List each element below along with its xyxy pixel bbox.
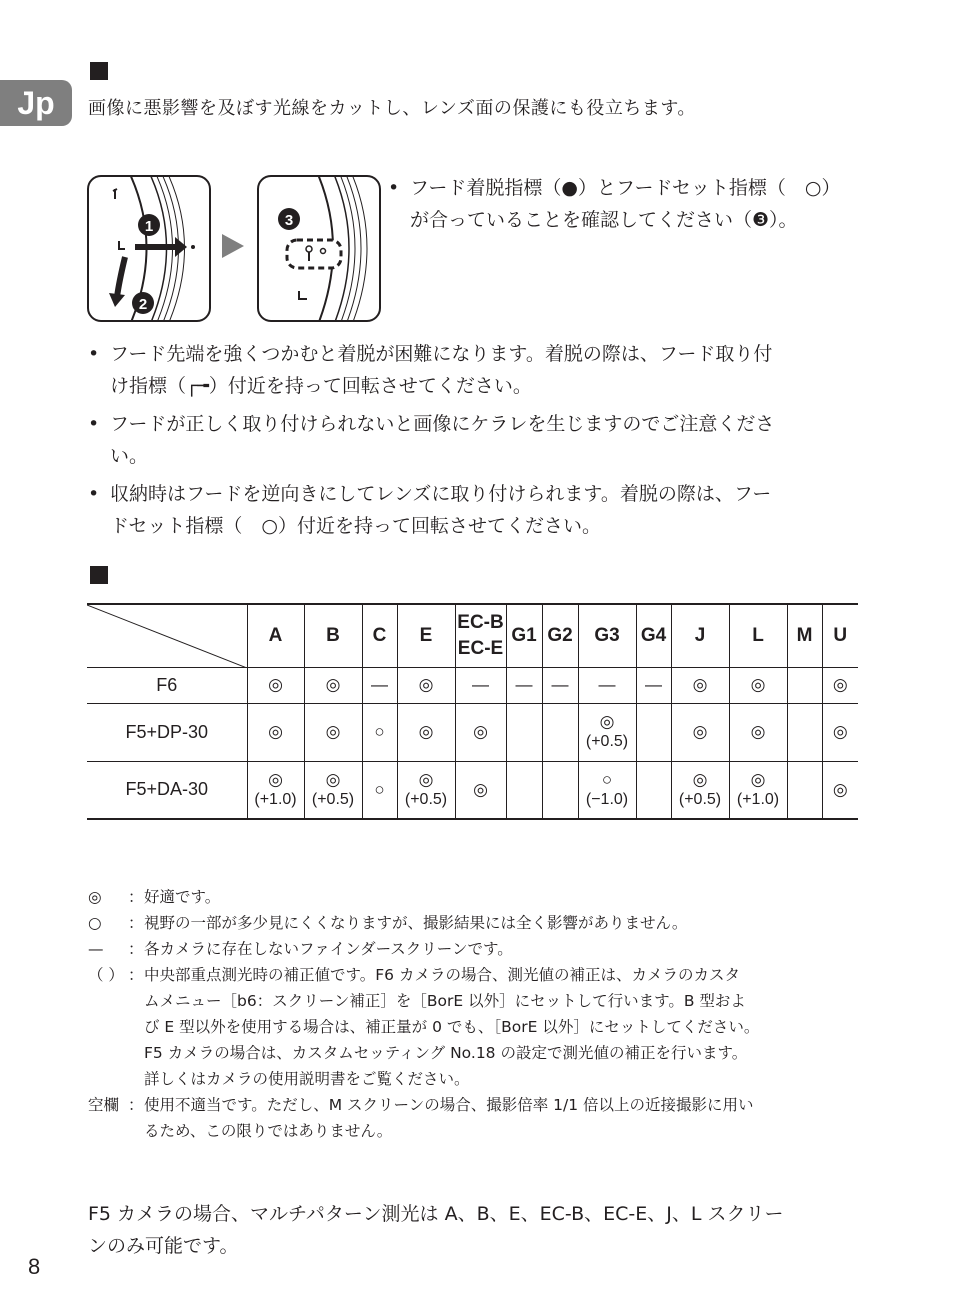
bullet-list: [88, 338, 868, 548]
table-cell: ◎ (+0.5): [578, 703, 636, 761]
legend-text: 好適です。: [144, 888, 221, 906]
legend-key: —: [88, 940, 104, 958]
corner-diagonal: [87, 605, 247, 668]
legend-notes: [88, 884, 868, 1144]
table-row: [87, 667, 858, 703]
column-header-line: EC-E: [457, 637, 504, 659]
legend-text: 中央部重点測光時の補正値です。F6 カメラの場合、測光値の補正は、カメラのカスタ: [144, 966, 740, 984]
column-header: M: [787, 604, 822, 667]
table-cell: ◎: [397, 667, 455, 703]
table-cell: —: [542, 667, 578, 703]
table-cell: ◎: [304, 703, 362, 761]
bullet-mark: •: [88, 413, 100, 435]
table-cell: [787, 761, 822, 819]
table-cell: ◎: [822, 761, 858, 819]
bullet-text-line2: け指標（┌╼）付近を持って回転させてください。: [110, 375, 532, 397]
legend-text: ムメニュー［b6：スクリーン補正］を［BorE 以外］にセットして行います。B 型およ: [144, 992, 746, 1010]
table-cell: ◎: [304, 667, 362, 703]
language-tab: Jp: [0, 80, 72, 126]
column-header: L: [729, 604, 787, 667]
table-cell: ◎: [397, 703, 455, 761]
column-header: C: [362, 604, 397, 667]
legend-sep: ：: [128, 940, 144, 958]
page-number: 8: [28, 1254, 41, 1279]
table-cell: ◎: [729, 667, 787, 703]
table-cell: [636, 703, 671, 761]
table-cell: ○: [362, 703, 397, 761]
closing-line1: F5 カメラの場合、マルチパターン測光は A、B、E、EC-B、EC-E、J、L スクリー: [88, 1203, 784, 1225]
step2-label: 2: [138, 296, 148, 313]
table-cell: —: [578, 667, 636, 703]
table-cell: —: [636, 667, 671, 703]
closing-line2: ンのみ可能です。: [88, 1235, 239, 1257]
column-header: A: [247, 604, 304, 667]
legend-sep: ：: [128, 1096, 144, 1114]
column-header: G2: [542, 604, 578, 667]
bullet-mark: •: [88, 343, 100, 365]
table-cell: ◎: [455, 761, 506, 819]
table-cell: [542, 761, 578, 819]
legend-text: 視野の一部が多少見にくくなりますが、撮影結果には全く影響がありません。: [144, 914, 688, 932]
legend-row: [88, 910, 868, 936]
legend-sep: ：: [128, 966, 144, 984]
table-cell: [636, 761, 671, 819]
column-header: U: [822, 604, 858, 667]
column-header: [455, 604, 506, 667]
table-cell: [787, 703, 822, 761]
column-header: E: [397, 604, 455, 667]
list-item: [88, 478, 868, 542]
closing-paragraph: [88, 1198, 868, 1262]
table-cell: [506, 703, 542, 761]
bullet-text-line2: ドセット指標（ ○）付近を持って回転させてください。: [110, 515, 602, 537]
legend-key: （ ）: [88, 966, 124, 984]
table-cell: ◎ (+0.5): [304, 761, 362, 819]
figure-caption-line1: フード着脱指標（●）とフードセット指標（ ○）: [410, 177, 841, 199]
table-cell: ◎ (+1.0): [729, 761, 787, 819]
hood-alignment-illustration: [259, 177, 379, 320]
legend-text: 詳しくはカメラの使用説明書をご覧ください。: [144, 1070, 470, 1088]
table-cell: [787, 667, 822, 703]
screen-compatibility-table: [87, 603, 858, 820]
legend-row: [88, 936, 868, 962]
bullet-text-line1: フード先端を強くつかむと着脱が困難になります。着脱の際は、フード取り付: [110, 343, 773, 365]
legend-key: ○: [88, 914, 102, 932]
camera-cell: F6: [87, 667, 247, 703]
column-header-line: EC-B: [457, 611, 504, 633]
legend-key: 空欄: [88, 1096, 120, 1114]
table-cell: ◎: [455, 703, 506, 761]
hood-attach-illustration: [89, 177, 209, 320]
table-cell: ○: [362, 761, 397, 819]
table-corner-cell: [87, 604, 247, 667]
table-cell: ○ (−1.0): [578, 761, 636, 819]
step3-label: 3: [284, 212, 294, 229]
camera-cell: F5+DP-30: [87, 703, 247, 761]
table-cell: —: [362, 667, 397, 703]
table-cell: —: [455, 667, 506, 703]
table-row: [87, 703, 858, 761]
legend-text: 使用不適当です。ただし、M スクリーンの場合、撮影倍率 1/1 倍以上の近接撮影に用い: [144, 1096, 754, 1114]
bullet-mark: •: [88, 483, 100, 505]
legend-text: るため、この限りではありません。: [144, 1122, 393, 1140]
legend-sep: ：: [128, 914, 144, 932]
table-cell: ◎ (+1.0): [247, 761, 304, 819]
table-cell: [506, 761, 542, 819]
legend-row: [88, 962, 868, 1092]
column-header: B: [304, 604, 362, 667]
bullet-text-line2: い。: [110, 445, 149, 467]
section-marker: [90, 62, 108, 80]
legend-text: F5 カメラの場合は、カスタムセッティング No.18 の設定で測光値の補正を行います。: [144, 1044, 748, 1062]
table-cell: [542, 703, 578, 761]
table-cell: ◎: [247, 667, 304, 703]
legend-row: [88, 1092, 868, 1144]
legend-sep: ：: [128, 888, 144, 906]
hood-attach-figure: [87, 175, 211, 322]
table-cell: ◎: [822, 703, 858, 761]
table-cell: ◎ (+0.5): [671, 761, 729, 819]
section-marker: [90, 566, 108, 584]
bullet-text-line1: 収納時はフードを逆向きにしてレンズに取り付けられます。着脱の際は、フー: [110, 483, 772, 505]
table-cell: ◎: [247, 703, 304, 761]
table-cell: ◎: [671, 667, 729, 703]
legend-text: び E 型以外を使用する場合は、補正量が 0 でも、［BorE 以外］にセットしてください。: [144, 1018, 760, 1036]
column-header: G4: [636, 604, 671, 667]
figure-caption: [388, 172, 868, 236]
table-cell: ◎: [671, 703, 729, 761]
column-header: G1: [506, 604, 542, 667]
legend-key: ◎: [88, 888, 102, 906]
table-cell: ◎ (+0.5): [397, 761, 455, 819]
bullet-text-line1: フードが正しく取り付けられないと画像にケラレを生じますのでご注意くださ: [110, 413, 775, 435]
next-step-arrow-icon: [220, 233, 246, 259]
bullet-mark: •: [388, 177, 400, 199]
list-item: [88, 408, 868, 472]
hood-alignment-figure: [257, 175, 381, 322]
legend-text: 各カメラに存在しないファインダースクリーンです。: [144, 940, 513, 958]
intro-text: 画像に悪影響を及ぼす光線をカットし、レンズ面の保護にも役立ちます。: [88, 98, 696, 119]
column-header: J: [671, 604, 729, 667]
table-cell: ◎: [822, 667, 858, 703]
figure-caption-line2: が合っていることを確認してください（❸）。: [410, 209, 798, 231]
list-item: [88, 338, 868, 402]
table-cell: ◎: [729, 703, 787, 761]
table-row: [87, 761, 858, 819]
step1-label: 1: [144, 218, 154, 235]
table-cell: —: [506, 667, 542, 703]
legend-row: [88, 884, 868, 910]
column-header: G3: [578, 604, 636, 667]
camera-cell: F5+DA-30: [87, 761, 247, 819]
